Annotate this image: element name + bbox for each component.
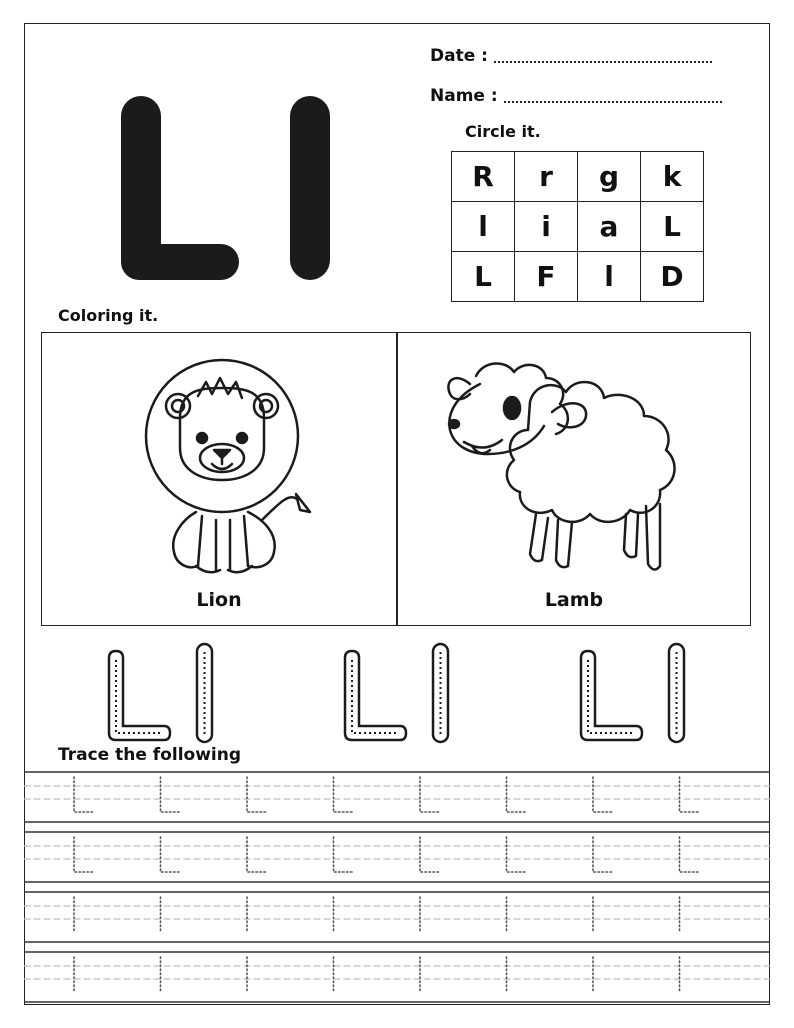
dotted-guide-letter — [161, 837, 181, 872]
grid-cell[interactable]: D — [641, 252, 704, 302]
dotted-guide-letter — [680, 837, 700, 872]
grid-row — [452, 252, 704, 302]
circle-it-heading: Circle it. — [465, 122, 541, 141]
coloring-heading: Coloring it. — [58, 306, 159, 325]
grid-cell[interactable]: l — [452, 202, 515, 252]
date-label: Date : — [430, 46, 488, 66]
outline-letter-pair[interactable] — [581, 644, 684, 742]
dotted-guide-letter — [334, 837, 354, 872]
big-letter-L-foot — [121, 244, 239, 280]
tracing-row[interactable] — [24, 952, 770, 1002]
outline-letter-pair[interactable] — [109, 644, 212, 742]
dotted-guide-letter — [420, 777, 440, 812]
date-field[interactable] — [430, 46, 712, 66]
name-label: Name : — [430, 86, 498, 106]
dotted-guide-letter — [507, 837, 527, 872]
dotted-guide-letter — [161, 777, 181, 812]
lamb-label: Lamb — [544, 589, 604, 611]
dotted-guide-letter — [247, 777, 267, 812]
big-letter-l — [290, 96, 330, 280]
grid-cell[interactable]: F — [515, 252, 578, 302]
date-line[interactable] — [494, 61, 712, 63]
grid-cell[interactable]: g — [578, 152, 641, 202]
grid-cell[interactable]: R — [452, 152, 515, 202]
name-field[interactable] — [430, 86, 722, 106]
tracing-row[interactable] — [24, 892, 770, 942]
dotted-guide-letter — [74, 837, 94, 872]
grid-cell[interactable]: r — [515, 152, 578, 202]
lion-label: Lion — [196, 589, 242, 611]
dotted-guide-letter — [593, 837, 613, 872]
lamb-illustration[interactable] — [440, 354, 700, 584]
dotted-guide-letter — [507, 777, 527, 812]
trace-heading: Trace the following — [58, 745, 241, 765]
dotted-guide-letter — [593, 777, 613, 812]
dotted-guide-letter — [74, 777, 94, 812]
outline-letters — [0, 642, 794, 746]
grid-cell[interactable]: k — [641, 152, 704, 202]
tracing-rows[interactable] — [24, 770, 770, 1006]
dotted-guide-letter — [420, 837, 440, 872]
grid-cell[interactable]: a — [578, 202, 641, 252]
grid-cell[interactable]: L — [641, 202, 704, 252]
grid-cell[interactable]: l — [578, 252, 641, 302]
outline-letter-pair[interactable] — [345, 644, 448, 742]
grid-row — [452, 202, 704, 252]
dotted-guide-letter — [680, 777, 700, 812]
letter-grid — [451, 151, 704, 302]
dotted-guide-letter — [247, 837, 267, 872]
coloring-divider — [396, 333, 398, 625]
lion-illustration[interactable] — [140, 352, 320, 582]
name-line[interactable] — [504, 101, 722, 103]
tracing-row[interactable] — [24, 832, 770, 882]
dotted-guide-letter — [334, 777, 354, 812]
grid-cell[interactable]: i — [515, 202, 578, 252]
grid-cell[interactable]: L — [452, 252, 515, 302]
tracing-row[interactable] — [24, 772, 770, 822]
grid-row — [452, 152, 704, 202]
